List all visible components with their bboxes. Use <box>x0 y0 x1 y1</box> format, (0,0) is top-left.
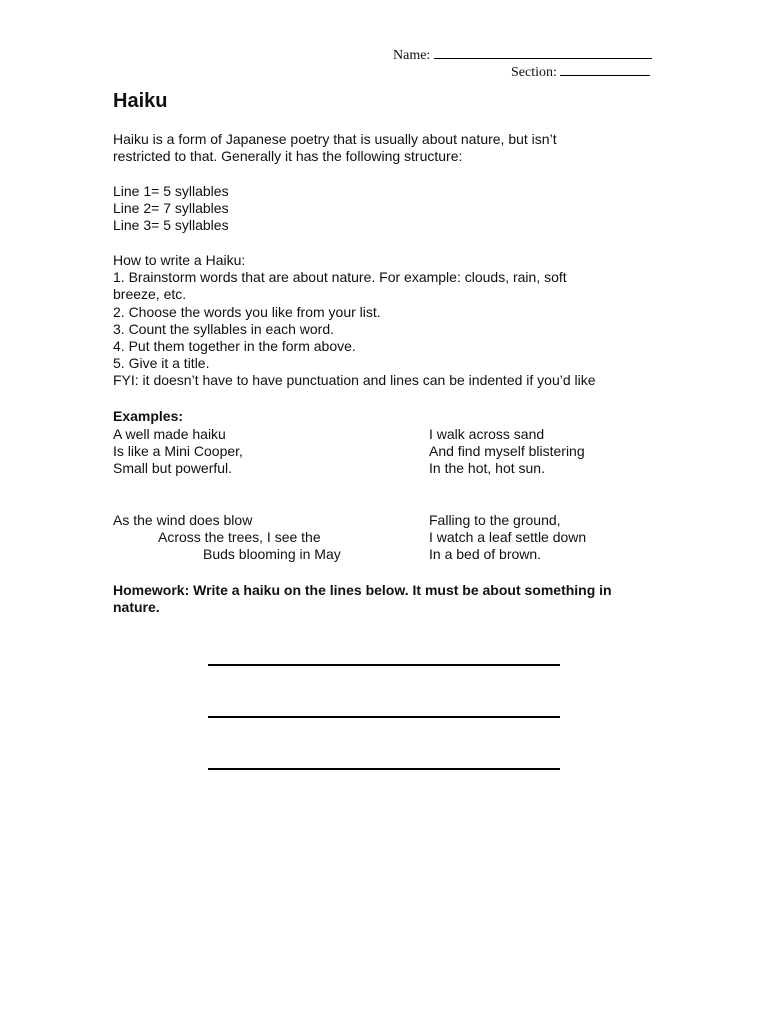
howto-step: 3. Count the syllables in each word. <box>113 320 335 337</box>
poem-line: I watch a leaf settle down <box>429 529 587 546</box>
intro-line: Haiku is a form of Japanese poetry that is usually about nature, but isn’t <box>113 131 557 147</box>
howto-section <box>113 252 596 390</box>
poem-line: And find myself blistering <box>429 443 585 460</box>
poem-line: A well made haiku <box>113 426 226 442</box>
howto-fyi: FYI: it doesn’t have to have punctuation and lines can be indented if you’d like <box>113 372 596 389</box>
structure-item: Line 2= 7 syllables <box>113 200 229 217</box>
example-poem-4 <box>429 512 586 564</box>
name-label: Name: <box>393 48 431 63</box>
poem-line: Across the trees, I see the <box>158 529 321 546</box>
example-poem-2 <box>429 426 585 478</box>
poem-line: In a bed of brown. <box>429 546 542 563</box>
section-field[interactable] <box>511 63 650 81</box>
structure-list <box>113 183 229 235</box>
intro-line: restricted to that. Generally it has the following structure: <box>113 148 463 165</box>
section-blank[interactable] <box>560 63 650 76</box>
howto-step: 2. Choose the words you like from your list. <box>113 303 381 320</box>
howto-step: 1. Brainstorm words that are about nature. For example: clouds, rain, soft <box>113 269 567 286</box>
poem-line: Buds blooming in May <box>203 546 341 563</box>
howto-step: 5. Give it a title. <box>113 355 210 372</box>
poem-line: I walk across sand <box>429 426 545 442</box>
answer-line-3[interactable] <box>208 768 560 770</box>
poem-line: As the wind does blow <box>113 512 253 528</box>
poem-line: Falling to the ground, <box>429 512 561 528</box>
howto-heading: How to write a Haiku: <box>113 252 246 268</box>
page-title: Haiku <box>113 90 168 112</box>
structure-item: Line 1= 5 syllables <box>113 183 229 199</box>
howto-step: 4. Put them together in the form above. <box>113 338 356 355</box>
homework-line: nature. <box>113 599 160 616</box>
section-label: Section: <box>511 65 557 80</box>
name-blank[interactable] <box>434 46 652 59</box>
poem-line: Is like a Mini Cooper, <box>113 443 243 460</box>
homework-line: Homework: Write a haiku on the lines below. It must be about something in <box>113 582 612 598</box>
poem-line: Small but powerful. <box>113 460 233 477</box>
structure-item: Line 3= 5 syllables <box>113 217 229 234</box>
intro-paragraph <box>113 131 557 165</box>
example-poem-1 <box>113 426 243 478</box>
example-poem-3 <box>113 512 341 564</box>
answer-line-2[interactable] <box>208 716 560 718</box>
howto-step: breeze, etc. <box>113 286 187 303</box>
name-field[interactable] <box>393 46 652 64</box>
answer-line-1[interactable] <box>208 664 560 666</box>
homework-instructions <box>113 582 612 616</box>
examples-heading: Examples: <box>113 408 184 424</box>
poem-line: In the hot, hot sun. <box>429 460 545 477</box>
